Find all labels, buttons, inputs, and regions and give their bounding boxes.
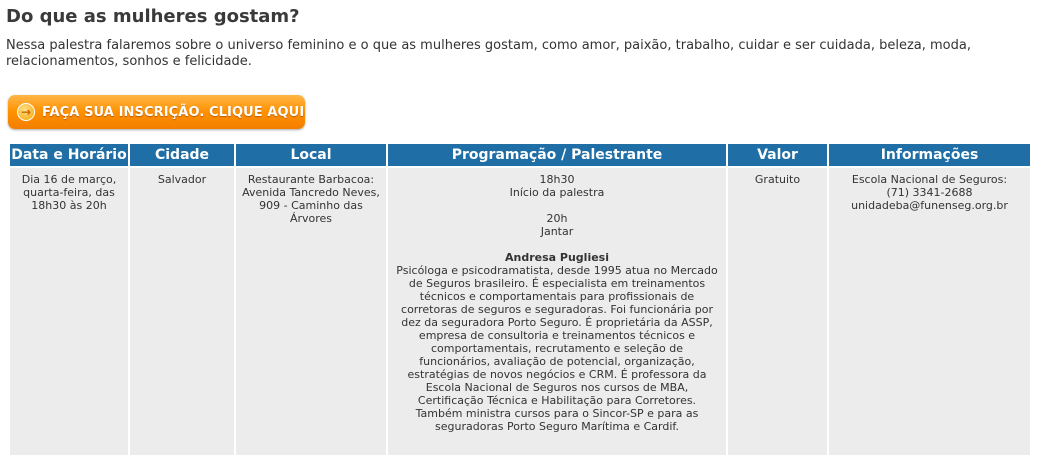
cell-venue: Restaurante Barbacoa: Avenida Tancredo Neves, 909 - Caminho das Árvores (236, 168, 386, 455)
schedule-table (8, 142, 1032, 457)
program-event-dinner: Jantar (540, 225, 574, 238)
intro-text: Nessa palestra falaremos sobre o universo feminino e o que as mulheres gostam, como amor, paixão, trabalho, cuidar e ser cuidada, beleza, moda, relacionamentos, sonhos e felicidade. (6, 38, 971, 69)
speaker-name: Andresa Pugliesi (505, 251, 609, 264)
header-venue: Local (236, 144, 386, 166)
header-info: Informações (829, 144, 1030, 166)
page-title: Do que as mulheres gostam? (6, 6, 300, 27)
cell-program (388, 168, 726, 455)
cell-price: Gratuito (728, 168, 827, 455)
arrow-right-circle-icon: → (17, 103, 35, 121)
header-date-time: Data e Horário (10, 144, 128, 166)
header-city: Cidade (130, 144, 234, 166)
speaker-bio: Psicóloga e psicodramatista, desde 1995 atua no Mercado de Seguros brasileiro. É especialista em treinamentos técnicos e comportamentais para profissionais de corretoras de seguros e seguradoras. Foi funcionária por dez da seguradora Porto Seguro. É proprietária da ASSP, empresa de consultoria e treinamentos técnicos e comportamentais, recrutamento e seleção de funcionários, avaliação de potencial, organização, estratégias de novos negócios e CRM. É professora da Escola Nacional de Seguros nos cursos de MBA, Certificação Técnica e Habilitação para Corretores. Também ministra cursos para o Sincor-SP e para as seguradoras Porto Seguro Marítima e Cardif. (396, 264, 718, 433)
program-time-start: 18h30 (539, 173, 575, 186)
info-phone: (71) 3341-2688 (886, 186, 973, 199)
info-organization: Escola Nacional de Seguros: (851, 173, 1008, 186)
header-price: Valor (728, 144, 827, 166)
header-program-speaker: Programação / Palestrante (388, 144, 726, 166)
table-row (10, 168, 1030, 455)
cell-info (829, 168, 1030, 455)
info-email[interactable]: unidadeba@funenseg.org.br (851, 199, 1008, 212)
cell-city: Salvador (130, 168, 234, 455)
table-header-row (10, 144, 1030, 166)
register-button-label: FAÇA SUA INSCRIÇÃO. CLIQUE AQUI (42, 104, 305, 120)
program-event-start: Início da palestra (509, 186, 605, 199)
program-time-dinner: 20h (546, 212, 568, 225)
cell-date-time: Dia 16 de março, quarta-feira, das 18h30 às 20h (10, 168, 128, 455)
register-button[interactable] (8, 95, 305, 129)
